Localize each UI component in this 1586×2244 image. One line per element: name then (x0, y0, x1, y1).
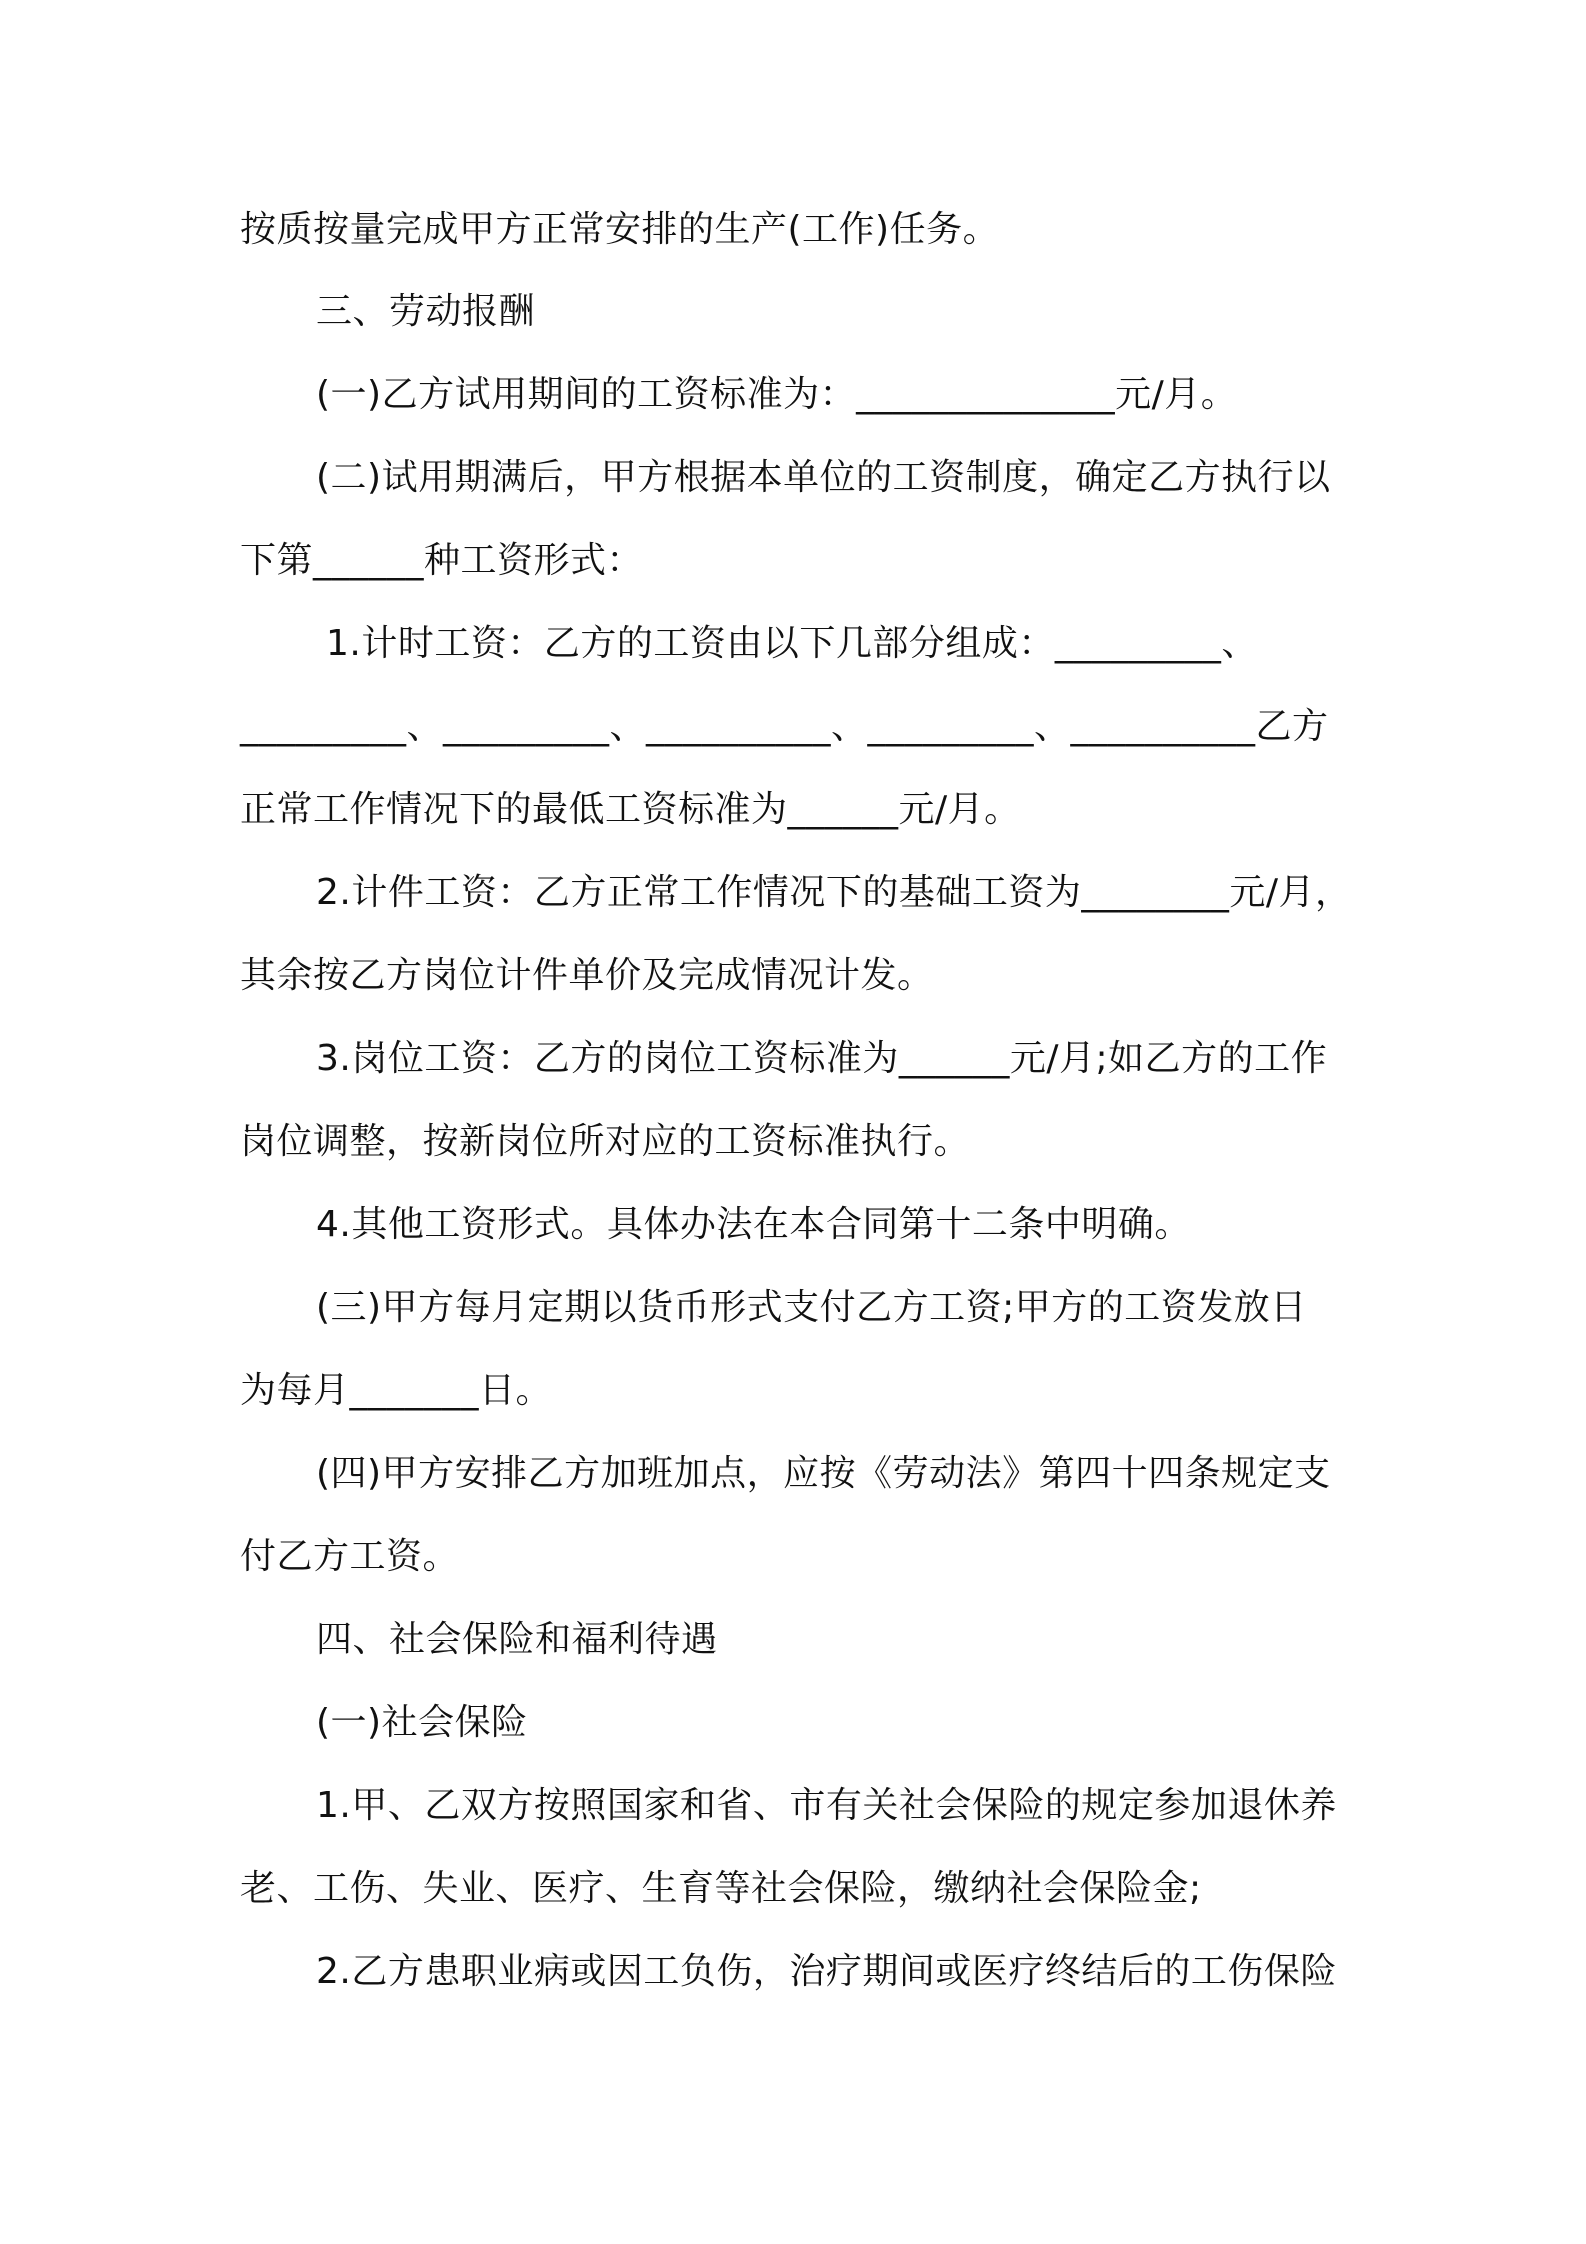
text-line: (四)甲方安排乙方加班加点，应按《劳动法》第四十四条规定支 (316, 1453, 1331, 1494)
text-line: 3.岗位工资：乙方的岗位工资标准为______元/月;如乙方的工作 (316, 1038, 1328, 1079)
text-line: 按质按量完成甲方正常安排的生产(工作)任务。 (240, 209, 1000, 250)
text-line: 4.其他工资形式。具体办法在本合同第十二条中明确。 (316, 1204, 1191, 1245)
section-heading: 四、社会保险和福利待遇 (316, 1619, 718, 1660)
text-line: 下第______种工资形式： (240, 540, 644, 581)
text-line: 正常工作情况下的最低工资标准为______元/月。 (240, 789, 1021, 830)
text-line: (一)乙方试用期间的工资标准为：______________元/月。 (316, 374, 1238, 415)
text-line: 老、工伤、失业、医疗、生育等社会保险，缴纳社会保险金; (240, 1868, 1202, 1909)
text-line: _________、_________、__________、_________、__________乙方 (240, 706, 1329, 747)
text-line: (三)甲方每月定期以货币形式支付乙方工资;甲方的工资发放日 (316, 1287, 1307, 1328)
text-line: 其余按乙方岗位计件单价及完成情况计发。 (240, 955, 934, 996)
text-line: (一)社会保险 (316, 1702, 528, 1743)
section-heading: 三、劳动报酬 (316, 291, 536, 332)
text-line: (二)试用期满后，甲方根据本单位的工资制度，确定乙方执行以 (316, 457, 1331, 498)
text-line: 1.计时工资：乙方的工资由以下几部分组成：_________、 (326, 623, 1258, 664)
text-line: 2.乙方患职业病或因工负伤，治疗期间或医疗终结后的工伤保险 (316, 1951, 1337, 1992)
text-line: 岗位调整，按新岗位所对应的工资标准执行。 (240, 1121, 971, 1162)
text-line: 为每月_______日。 (240, 1370, 553, 1411)
text-line: 2.计件工资：乙方正常工作情况下的基础工资为________元/月， (316, 872, 1352, 913)
text-line: 付乙方工资。 (240, 1536, 460, 1577)
text-line: 1.甲、乙双方按照国家和省、市有关社会保险的规定参加退休养 (316, 1785, 1337, 1826)
